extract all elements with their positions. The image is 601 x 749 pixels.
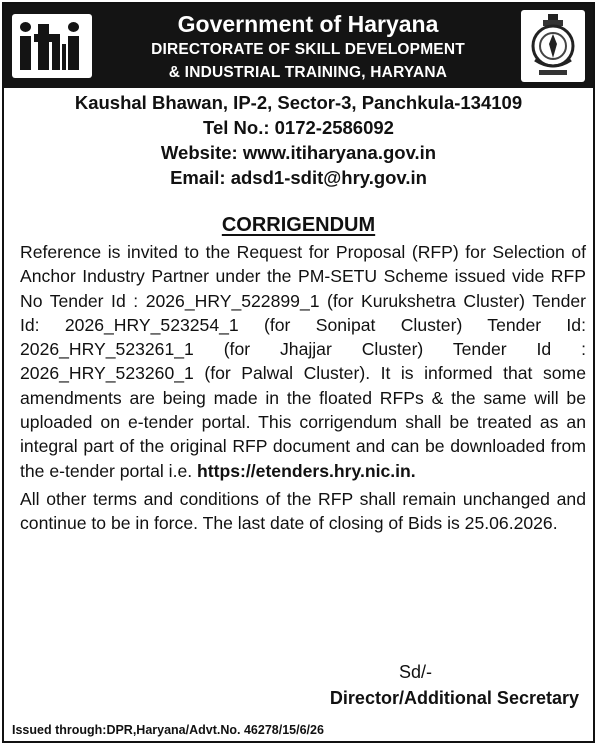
directorate-line-2: & INDUSTRIAL TRAINING, HARYANA	[168, 64, 448, 81]
header-text-block	[98, 10, 518, 84]
signature-sd: Sd/-	[399, 662, 433, 682]
notice-title	[4, 212, 593, 238]
iti-logo-icon	[12, 14, 92, 78]
address: Kaushal Bhawan, IP-2, Sector-3, Panchkula-134109	[74, 92, 523, 113]
contact-details	[4, 90, 593, 190]
website: Website: www.itiharyana.gov.in	[160, 142, 437, 163]
government-title: Government of Haryana	[177, 11, 439, 37]
paragraph-1-text: Reference is invited to the Request for Proposal (RFP) for Selection of Anchor Industry Partner under the PM-SETU Scheme issued vide RFP No Tender Id : 2026_HRY_522899_1 (for Kurukshetra Cluster) Tender Id: 2026_HRY_523254_1 (for Sonipat Cluster) Tender Id: 2026_HRY_523261_1 (for Jhajjar Cluster) Tender Id : 2026_HRY_523260_1 (for Palwal Cluster). It is informed that some amendments are being made in the floated RFPs & the same will be uploaded on e-tender portal. This corrigendum shall be treated as an integral part of the original RFP document and can be downloaded from the e-tender portal i.e.	[20, 242, 586, 481]
portal-url: https://etenders.hry.nic.in.	[197, 460, 416, 481]
issued-through: Issued through:DPR,Haryana/Advt.No. 46278/15/6/26	[12, 723, 324, 737]
notice-header	[4, 4, 593, 88]
haryana-state-emblem-icon	[521, 10, 585, 82]
notice-body	[20, 240, 586, 540]
directorate-line-1: DIRECTORATE OF SKILL DEVELOPMENT	[151, 41, 465, 58]
telephone: Tel No.: 0172-2586092	[203, 117, 394, 138]
corrigendum-heading: CORRIGENDUM	[221, 214, 376, 236]
body-paragraph-1	[20, 240, 586, 483]
signature-designation: Director/Additional Secretary	[329, 688, 579, 708]
body-paragraph-2: All other terms and conditions of the RFP shall remain unchanged and continue to be in force. The last date of closing of Bids is 25.06.2026.	[20, 488, 586, 534]
email: Email: adsd1-sdit@hry.gov.in	[170, 167, 427, 188]
notice-frame	[2, 2, 595, 743]
